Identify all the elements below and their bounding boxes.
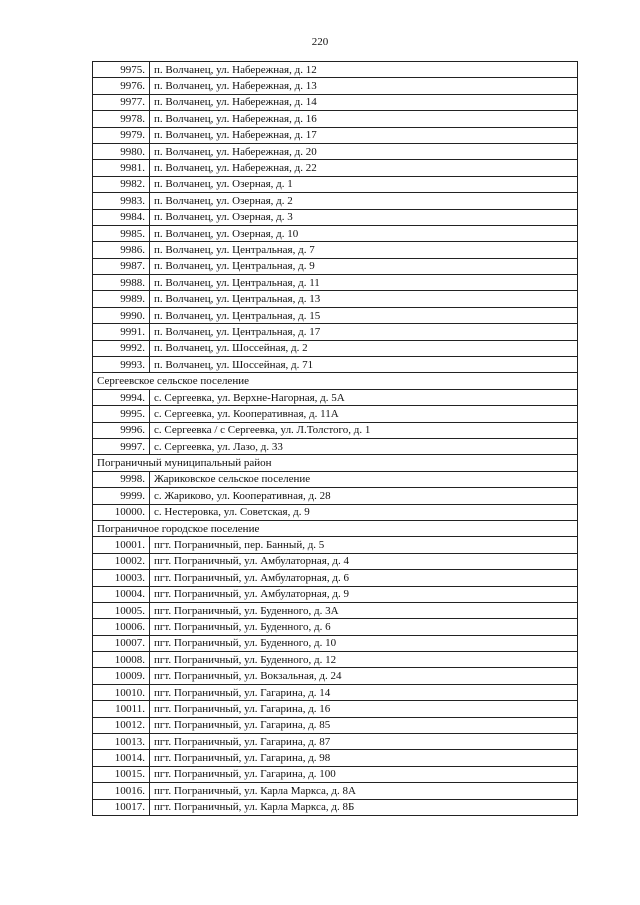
table-row bbox=[93, 78, 578, 94]
row-number: 10004. bbox=[93, 586, 150, 602]
address-cell: пгт. Пограничный, ул. Карла Маркса, д. 8Б bbox=[150, 799, 578, 815]
row-number: 9982. bbox=[93, 176, 150, 192]
address-cell: с. Жариково, ул. Кооперативная, д. 28 bbox=[150, 488, 578, 504]
address-cell: пгт. Пограничный, ул. Гагарина, д. 16 bbox=[150, 701, 578, 717]
table-row bbox=[93, 471, 578, 487]
address-cell: п. Волчанец, ул. Набережная, д. 13 bbox=[150, 78, 578, 94]
address-cell: пгт. Пограничный, ул. Амбулаторная, д. 6 bbox=[150, 570, 578, 586]
table-row bbox=[93, 340, 578, 356]
table-row bbox=[93, 307, 578, 323]
table-row bbox=[93, 553, 578, 569]
row-number: 9994. bbox=[93, 389, 150, 405]
table-row bbox=[93, 143, 578, 159]
row-number: 9976. bbox=[93, 78, 150, 94]
row-number: 10000. bbox=[93, 504, 150, 520]
address-cell: пгт. Пограничный, ул. Амбулаторная, д. 9 bbox=[150, 586, 578, 602]
row-number: 9983. bbox=[93, 193, 150, 209]
row-number: 10002. bbox=[93, 553, 150, 569]
row-number: 9979. bbox=[93, 127, 150, 143]
table-row bbox=[93, 537, 578, 553]
table-row bbox=[93, 209, 578, 225]
row-number: 9989. bbox=[93, 291, 150, 307]
table-row bbox=[93, 242, 578, 258]
address-cell: п. Волчанец, ул. Набережная, д. 12 bbox=[150, 62, 578, 78]
table-row bbox=[93, 684, 578, 700]
table-row bbox=[93, 438, 578, 454]
address-cell: п. Волчанец, ул. Озерная, д. 2 bbox=[150, 193, 578, 209]
page-number: 220 bbox=[311, 36, 329, 48]
address-cell: пгт. Пограничный, ул. Гагарина, д. 87 bbox=[150, 734, 578, 750]
table-row bbox=[93, 668, 578, 684]
address-cell: п. Волчанец, ул. Центральная, д. 13 bbox=[150, 291, 578, 307]
address-cell: пгт. Пограничный, пер. Банный, д. 5 bbox=[150, 537, 578, 553]
address-cell: пгт. Пограничный, ул. Гагарина, д. 100 bbox=[150, 766, 578, 782]
table-row bbox=[93, 488, 578, 504]
row-number: 9985. bbox=[93, 225, 150, 241]
table-row bbox=[93, 160, 578, 176]
row-number: 9980. bbox=[93, 143, 150, 159]
row-number: 10003. bbox=[93, 570, 150, 586]
section-title: Пограничное городское поселение bbox=[93, 520, 578, 536]
address-cell: п. Волчанец, ул. Центральная, д. 15 bbox=[150, 307, 578, 323]
row-number: 10012. bbox=[93, 717, 150, 733]
table-row bbox=[93, 717, 578, 733]
address-cell: п. Волчанец, ул. Набережная, д. 17 bbox=[150, 127, 578, 143]
address-cell: пгт. Пограничный, ул. Буденного, д. 6 bbox=[150, 619, 578, 635]
address-cell: п. Волчанец, ул. Озерная, д. 1 bbox=[150, 176, 578, 192]
table-row bbox=[93, 422, 578, 438]
table-row bbox=[93, 62, 578, 78]
address-cell: с. Нестеровка, ул. Советская, д. 9 bbox=[150, 504, 578, 520]
address-cell: Жариковское сельское поселение bbox=[150, 471, 578, 487]
address-cell: пгт. Пограничный, ул. Гагарина, д. 85 bbox=[150, 717, 578, 733]
row-number: 10016. bbox=[93, 783, 150, 799]
address-cell: пгт. Пограничный, ул. Гагарина, д. 14 bbox=[150, 684, 578, 700]
row-number: 10015. bbox=[93, 766, 150, 782]
table-row bbox=[93, 619, 578, 635]
address-cell: п. Волчанец, ул. Шоссейная, д. 2 bbox=[150, 340, 578, 356]
row-number: 9978. bbox=[93, 111, 150, 127]
table-row bbox=[93, 750, 578, 766]
row-number: 10013. bbox=[93, 734, 150, 750]
table-row bbox=[93, 258, 578, 274]
section-title: Пограничный муниципальный район bbox=[93, 455, 578, 471]
row-number: 10005. bbox=[93, 602, 150, 618]
section-title: Сергеевское сельское поселение bbox=[93, 373, 578, 389]
row-number: 9987. bbox=[93, 258, 150, 274]
section-header-row bbox=[93, 455, 578, 471]
row-number: 10001. bbox=[93, 537, 150, 553]
row-number: 9986. bbox=[93, 242, 150, 258]
table-row bbox=[93, 570, 578, 586]
row-number: 9977. bbox=[93, 94, 150, 110]
table-row bbox=[93, 193, 578, 209]
table-row bbox=[93, 389, 578, 405]
row-number: 9984. bbox=[93, 209, 150, 225]
table-row bbox=[93, 176, 578, 192]
table-row bbox=[93, 357, 578, 373]
row-number: 9996. bbox=[93, 422, 150, 438]
row-number: 9998. bbox=[93, 471, 150, 487]
address-cell: п. Волчанец, ул. Шоссейная, д. 71 bbox=[150, 357, 578, 373]
address-cell: пгт. Пограничный, ул. Карла Маркса, д. 8А bbox=[150, 783, 578, 799]
table-row bbox=[93, 504, 578, 520]
row-number: 9997. bbox=[93, 438, 150, 454]
address-cell: п. Волчанец, ул. Центральная, д. 9 bbox=[150, 258, 578, 274]
address-cell: пгт. Пограничный, ул. Буденного, д. 12 bbox=[150, 652, 578, 668]
address-cell: п. Волчанец, ул. Набережная, д. 22 bbox=[150, 160, 578, 176]
address-cell: пгт. Пограничный, ул. Буденного, д. 3А bbox=[150, 602, 578, 618]
row-number: 10008. bbox=[93, 652, 150, 668]
table-row bbox=[93, 94, 578, 110]
table-row bbox=[93, 602, 578, 618]
address-cell: п. Волчанец, ул. Озерная, д. 3 bbox=[150, 209, 578, 225]
table-row bbox=[93, 799, 578, 815]
row-number: 9992. bbox=[93, 340, 150, 356]
row-number: 10007. bbox=[93, 635, 150, 651]
address-cell: п. Волчанец, ул. Центральная, д. 11 bbox=[150, 275, 578, 291]
section-header-row bbox=[93, 520, 578, 536]
row-number: 9993. bbox=[93, 357, 150, 373]
row-number: 10014. bbox=[93, 750, 150, 766]
table-row bbox=[93, 734, 578, 750]
table-row bbox=[93, 127, 578, 143]
row-number: 9999. bbox=[93, 488, 150, 504]
address-cell: п. Волчанец, ул. Набережная, д. 16 bbox=[150, 111, 578, 127]
row-number: 9990. bbox=[93, 307, 150, 323]
row-number: 9991. bbox=[93, 324, 150, 340]
address-cell: с. Сергеевка, ул. Лазо, д. 33 bbox=[150, 438, 578, 454]
row-number: 10006. bbox=[93, 619, 150, 635]
address-cell: п. Волчанец, ул. Центральная, д. 17 bbox=[150, 324, 578, 340]
row-number: 9975. bbox=[93, 62, 150, 78]
address-cell: пгт. Пограничный, ул. Амбулаторная, д. 4 bbox=[150, 553, 578, 569]
table-row bbox=[93, 111, 578, 127]
address-table-body bbox=[93, 62, 578, 816]
address-cell: пгт. Пограничный, ул. Буденного, д. 10 bbox=[150, 635, 578, 651]
address-table bbox=[92, 61, 578, 816]
address-cell: с. Сергеевка, ул. Кооперативная, д. 11А bbox=[150, 406, 578, 422]
table-row bbox=[93, 783, 578, 799]
table-row bbox=[93, 275, 578, 291]
address-cell: п. Волчанец, ул. Озерная, д. 10 bbox=[150, 225, 578, 241]
address-cell: с. Сергеевка, ул. Верхне-Нагорная, д. 5А bbox=[150, 389, 578, 405]
address-cell: пгт. Пограничный, ул. Гагарина, д. 98 bbox=[150, 750, 578, 766]
row-number: 9981. bbox=[93, 160, 150, 176]
table-row bbox=[93, 406, 578, 422]
address-cell: пгт. Пограничный, ул. Вокзальная, д. 24 bbox=[150, 668, 578, 684]
table-row bbox=[93, 291, 578, 307]
section-header-row bbox=[93, 373, 578, 389]
row-number: 10011. bbox=[93, 701, 150, 717]
row-number: 9988. bbox=[93, 275, 150, 291]
address-cell: п. Волчанец, ул. Набережная, д. 20 bbox=[150, 143, 578, 159]
row-number: 10017. bbox=[93, 799, 150, 815]
table-row bbox=[93, 586, 578, 602]
table-row bbox=[93, 701, 578, 717]
table-row bbox=[93, 324, 578, 340]
table-row bbox=[93, 652, 578, 668]
address-cell: п. Волчанец, ул. Набережная, д. 14 bbox=[150, 94, 578, 110]
row-number: 10009. bbox=[93, 668, 150, 684]
table-row bbox=[93, 225, 578, 241]
address-cell: п. Волчанец, ул. Центральная, д. 7 bbox=[150, 242, 578, 258]
address-cell: с. Сергеевка / с Сергеевка, ул. Л.Толстого, д. 1 bbox=[150, 422, 578, 438]
table-row bbox=[93, 766, 578, 782]
row-number: 9995. bbox=[93, 406, 150, 422]
table-row bbox=[93, 635, 578, 651]
row-number: 10010. bbox=[93, 684, 150, 700]
